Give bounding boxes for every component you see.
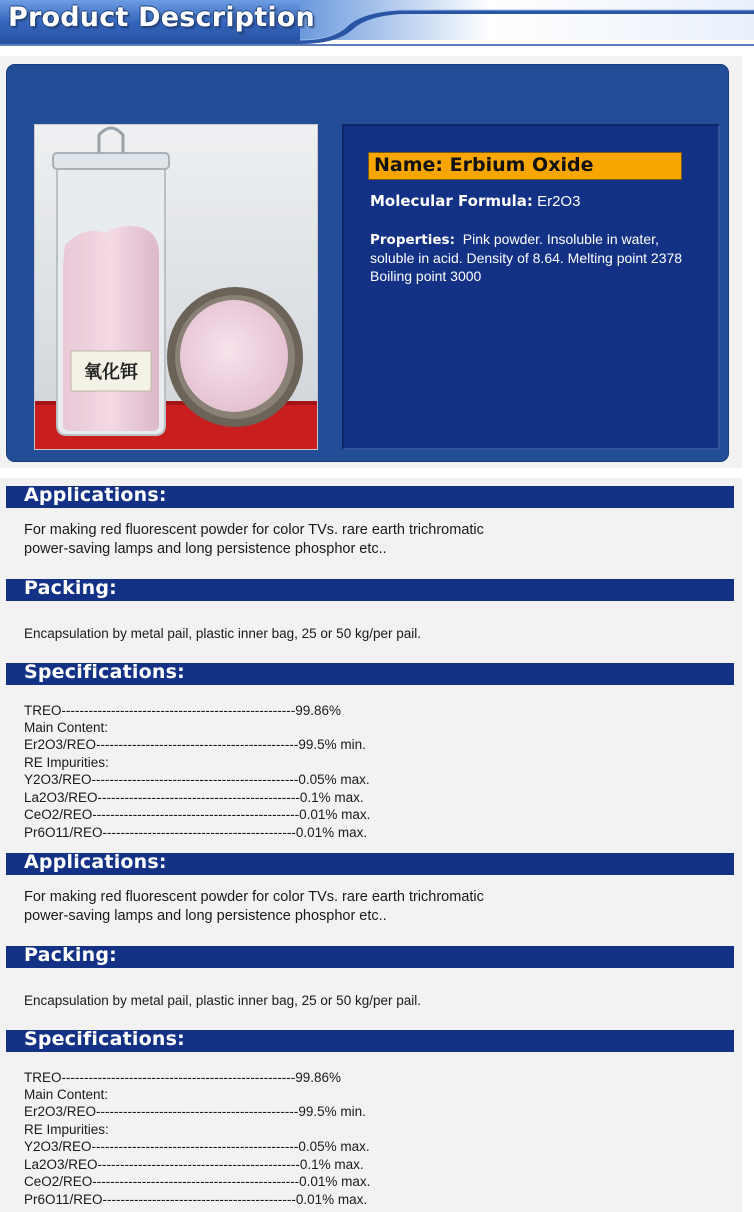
spec-line: La2O3/REO---------------------------------------------0.1% max. — [24, 790, 364, 805]
header-banner — [0, 0, 754, 46]
specifications-title: Specifications: — [24, 661, 185, 683]
product-photo — [34, 124, 318, 450]
spec-line: Er2O3/REO---------------------------------------------99.5% min. — [24, 1104, 366, 1119]
spec-line: CeO2/REO----------------------------------------------0.01% max. — [24, 807, 371, 822]
properties-label: Properties: — [370, 232, 455, 248]
product-name-bar — [368, 152, 682, 180]
spec-line: La2O3/REO---------------------------------------------0.1% max. — [24, 1157, 364, 1172]
specifications-header — [6, 1030, 734, 1052]
molecular-formula — [370, 192, 580, 210]
formula-label: Molecular Formula: — [370, 192, 533, 210]
details-block-1 — [0, 478, 742, 848]
spec-line: RE Impurities: — [24, 755, 109, 770]
applications-text-line-1: For making red fluorescent powder for color TVs. rare earth trichromatic — [24, 522, 484, 538]
product-panel-wrapper — [0, 56, 742, 468]
spec-line: TREO----------------------------------------------------99.86% — [24, 1070, 342, 1085]
name-label: Name: — [374, 154, 444, 176]
spec-line: CeO2/REO----------------------------------------------0.01% max. — [24, 1174, 371, 1189]
applications-title: Applications: — [24, 484, 167, 506]
packing-title: Packing: — [24, 944, 117, 966]
product-name: Erbium Oxide — [449, 154, 594, 176]
packing-title: Packing: — [24, 577, 117, 599]
applications-title: Applications: — [24, 851, 167, 873]
spec-line: Main Content: — [24, 720, 109, 735]
specifications-title: Specifications: — [24, 1028, 185, 1050]
spec-line: Er2O3/REO---------------------------------------------99.5% min. — [24, 737, 366, 752]
spec-line: Pr6O11/REO-------------------------------------------0.01% max. — [24, 1192, 368, 1207]
applications-text-line-2: power-saving lamps and long persistence phosphor etc.. — [24, 541, 387, 557]
properties-value: Pink powder. Insoluble in water, soluble in acid. Density of 8.64. Melting point 2378 Boiling point 3000 — [370, 231, 683, 284]
applications-text-line-1: For making red fluorescent powder for color TVs. rare earth trichromatic — [24, 889, 484, 905]
details-block-2 — [0, 845, 742, 1212]
spec-line: RE Impurities: — [24, 1122, 109, 1137]
packing-header — [6, 946, 734, 968]
specifications-header — [6, 663, 734, 685]
spec-line: Pr6O11/REO-------------------------------------------0.01% max. — [24, 825, 368, 840]
spec-line: TREO----------------------------------------------------99.86% — [24, 703, 342, 718]
jar-label: 氧化铒 — [84, 362, 138, 383]
spec-line: Main Content: — [24, 1087, 109, 1102]
packing-text: Encapsulation by metal pail, plastic inner bag, 25 or 50 kg/per pail. — [24, 626, 421, 641]
formula-value: Er2O3 — [537, 193, 581, 210]
product-info-box — [342, 124, 720, 450]
spec-line: Y2O3/REO----------------------------------------------0.05% max. — [24, 772, 370, 787]
applications-header — [6, 853, 734, 875]
product-panel — [6, 64, 729, 462]
erbium-oxide-jar-image — [35, 125, 317, 449]
product-properties — [370, 230, 692, 285]
page-title: Product Description — [8, 2, 315, 33]
applications-text-line-2: power-saving lamps and long persistence phosphor etc.. — [24, 908, 387, 924]
packing-text: Encapsulation by metal pail, plastic inner bag, 25 or 50 kg/per pail. — [24, 993, 421, 1008]
applications-header — [6, 486, 734, 508]
packing-header — [6, 579, 734, 601]
spec-line: Y2O3/REO----------------------------------------------0.05% max. — [24, 1139, 370, 1154]
